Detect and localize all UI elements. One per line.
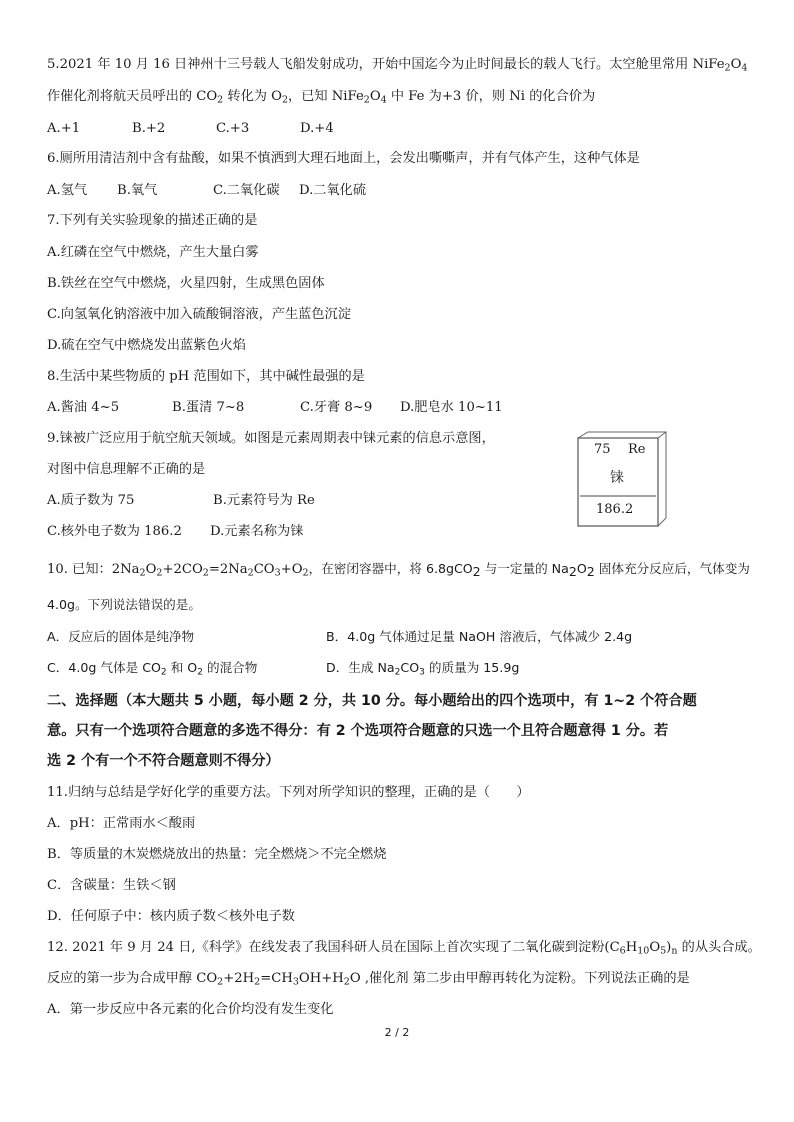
section2-heading-line1: 二、选择题（本大题共 5 小题，每小题 2 分，共 10 分。每小题给出的四个选项中，有 1~2 个符合题 [47, 693, 697, 709]
q11-option-a: A．pH：正常雨水＜酸雨 [47, 816, 196, 831]
q5-stem-line2: 作催化剂将航天员呼出的 $CO_2$ 转化为 $O_2$，已知 $NiFe_2O_4$ 中 Fe 为+3 价，则 Ni 的化合价为 [47, 89, 596, 106]
q10-option-b: B．4.0g 气体通过足量 NaOH 溶液后，气体减少 2.4g [326, 629, 633, 644]
q7-stem: 7.下列有关实验现象的描述正确的是 [47, 213, 258, 228]
q9-stem-line1: 9.铼被广泛应用于航空航天领域。如图是元素周期表中铼元素的信息示意图， [47, 431, 495, 446]
q12-option-a: A．第一步反应中各元素的化合价均没有发生变化 [47, 1002, 334, 1017]
q10-stem-line1: 10. 已知：$2Na_2O_2+2CO_2=2Na_2CO_3+O_2$，在密闭容器中，将 6.8gCO$_2$ 与一定量的 $Na_2O_2$ 固体充分反应后，气体变为 [47, 561, 750, 580]
q12-stem-line1: 12. 2021 年 9 月 24 日,《科学》在线发表了我国科研人员在国际上首次实现了二氧化碳到淀粉$(C_6H_{10}O_5)_n$ 的从头合成。 [47, 940, 761, 957]
q5-option-c: C.+3 [216, 121, 250, 136]
q7-option-b: B.铁丝在空气中燃烧，火星四射，生成黑色固体 [47, 276, 325, 291]
q11-option-b: B．等质量的木炭燃烧放出的热量：完全燃烧＞不完全燃烧 [47, 847, 387, 862]
q7-option-a: A.红磷在空气中燃烧，产生大量白雾 [47, 245, 259, 260]
q11-option-d: D．任何原子中：核内质子数＜核外电子数 [47, 909, 295, 924]
q6-stem: 6.厕所用清洁剂中含有盐酸，如果不慎洒到大理石地面上，会发出嘶嘶声，并有气体产生，这种气体是 [47, 151, 640, 166]
q5-option-b: B.+2 [132, 121, 166, 136]
q8-stem: 8.生活中某些物质的 pH 范围如下，其中碱性最强的是 [47, 369, 365, 384]
q10-option-c: C．4.0g 气体是 $CO_2$ 和 $O_2$ 的混合物 [47, 660, 258, 678]
q8-option-c: C.牙膏 8~9 [300, 400, 373, 415]
q8-option-b: B.蛋清 7~8 [172, 400, 245, 415]
q6-option-a: A.氢气 [47, 183, 88, 198]
q6-option-b: B.氧气 [117, 183, 158, 198]
q10-option-a: A．反应后的固体是纯净物 [47, 629, 195, 644]
q5-option-a: A.+1 [47, 121, 81, 136]
q5-stem-line1: 5.2021 年 10 月 16 日神州十三号载人飞船发射成功，开始中国迄今为止时间最长的载人飞行。太空舱里常用 $NiFe_2O_4$ [47, 57, 748, 74]
q9-option-b: B.元素符号为 Re [213, 493, 315, 508]
q10-option-d: D．生成 $Na_2CO_3$ 的质量为 15.9g [326, 660, 520, 678]
q7-option-c: C.向氢氧化钠溶液中加入硫酸铜溶液，产生蓝色沉淀 [47, 307, 351, 322]
q6-option-d: D.二氧化硫 [299, 183, 367, 198]
q5-option-d: D.+4 [300, 121, 334, 136]
element-symbol: Re [628, 442, 646, 457]
q8-option-d: D.肥皂水 10~11 [400, 400, 503, 415]
q9-option-c: C.核外电子数为 186.2 [47, 524, 182, 539]
q9-stem-line2: 对图中信息理解不正确的是 [47, 462, 206, 477]
section2-heading-line2: 意。只有一个选项符合题意的多选不得分：有 2 个选项符合题意的只选一个且符合题意得 1 分。若 [47, 723, 669, 739]
q12-stem-line2: 反应的第一步为合成甲醇 $CO_2+2H_2=CH_3OH+H_2O$ ,催化剂 第二步由甲醇再转化为淀粉。下列说法正确的是 [47, 971, 690, 988]
element-card-rhenium [576, 430, 670, 530]
q8-option-a: A.酱油 4~5 [47, 400, 120, 415]
section2-heading-line3: 选 2 个有一个不符合题意则不得分） [47, 753, 280, 769]
q9-option-a: A.质子数为 75 [47, 493, 135, 508]
q11-option-c: C．含碳量：生铁＜钢 [47, 878, 176, 893]
q6-option-c: C.二氧化碳 [213, 183, 280, 198]
q7-option-d: D.硫在空气中燃烧发出蓝紫色火焰 [47, 338, 246, 353]
element-atomic-mass: 186.2 [596, 502, 634, 517]
q11-stem: 11.归纳与总结是学好化学的重要方法。下列对所学知识的整理，正确的是（ ） [47, 785, 530, 800]
element-atomic-number: 75 [594, 442, 611, 457]
page-number: 2 / 2 [384, 1026, 410, 1039]
element-name: 铼 [610, 470, 624, 486]
q9-option-d: D.元素名称为铼 [210, 524, 304, 539]
q10-stem-line2: 4.0g。下列说法错误的是。 [47, 597, 201, 612]
